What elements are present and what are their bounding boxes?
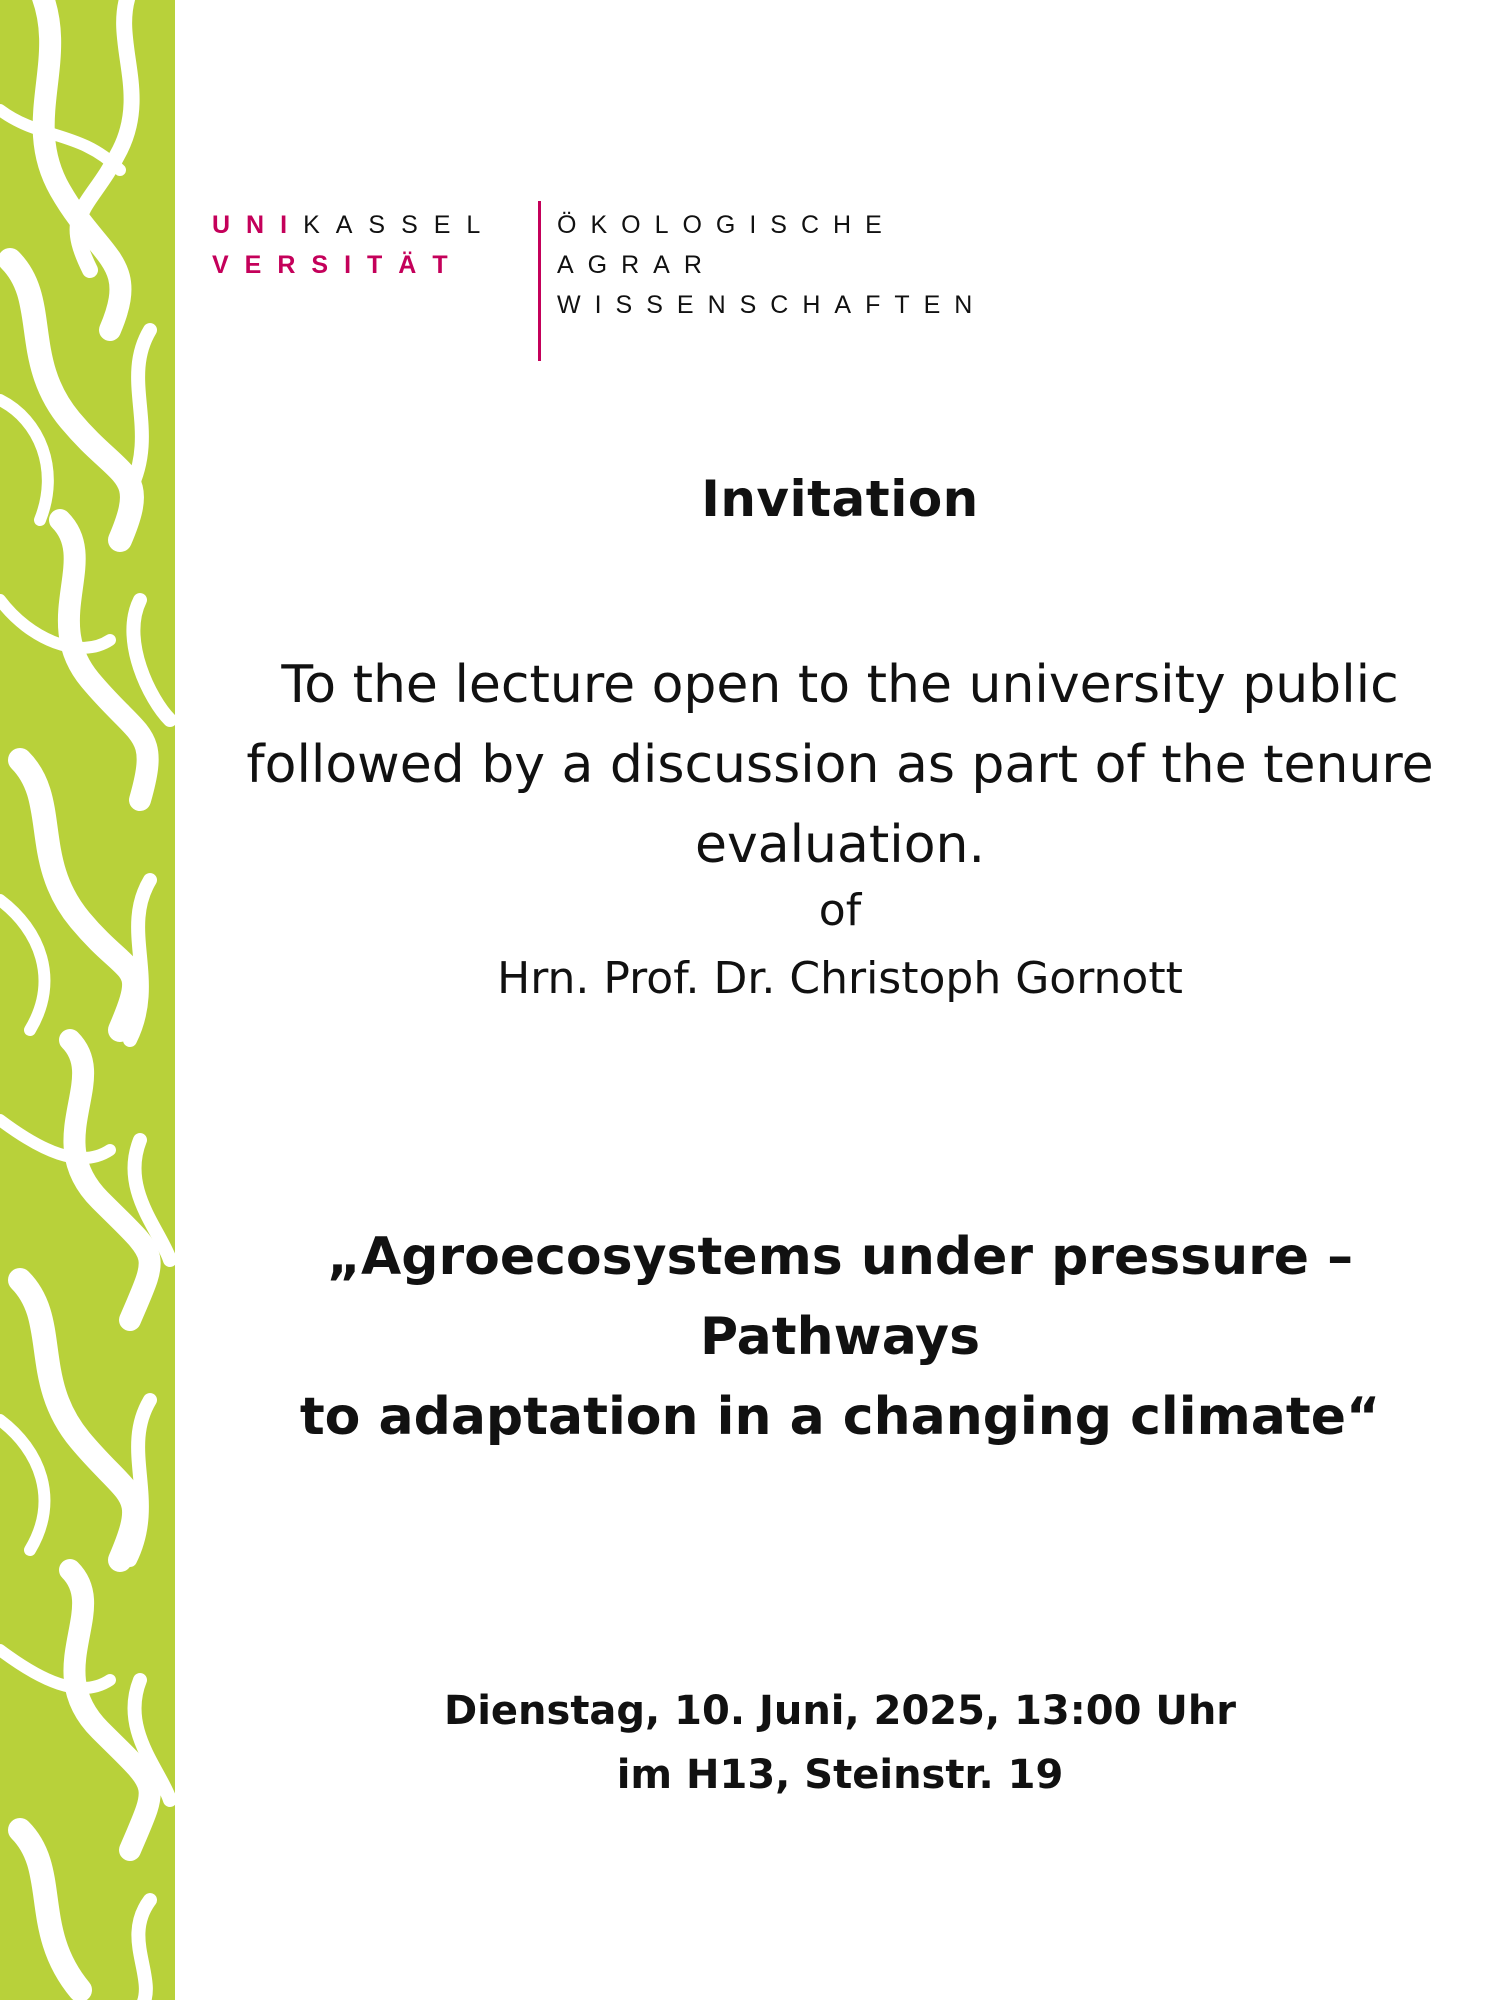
lecture-line-3: evaluation. [694, 815, 986, 875]
logo-versitaet: VERSITÄT [212, 250, 464, 279]
talk-title-line-2: to adaptation in a changing climate“ [299, 1387, 1381, 1447]
logo-uni: UNI [212, 210, 304, 239]
of-text: of [818, 885, 862, 936]
logo-row-1 [212, 205, 542, 245]
event-venue: im H13, Steinstr. 19 [616, 1752, 1064, 1798]
faculty-line-1: ÖKOLOGISCHE [557, 210, 896, 239]
lecture-description [200, 645, 1480, 885]
logo-kassel: KASSEL [303, 210, 497, 239]
talk-title [200, 1217, 1480, 1457]
event-date: Dienstag, 10. Juni, 2025, 13:00 Uhr [443, 1688, 1237, 1734]
faculty-line-2: AGRAR [557, 250, 716, 279]
speaker-name: Hrn. Prof. Dr. Christoph Gornott [497, 953, 1183, 1004]
lecture-line-1: To the lecture open to the university public [281, 655, 1399, 715]
lecture-line-2: followed by a discussion as part of the tenure [246, 735, 1434, 795]
faculty-wordmark [557, 205, 986, 325]
uni-kassel-wordmark [212, 205, 542, 285]
logo-row-2 [212, 245, 542, 285]
faculty-line-3: WISSENSCHAFTEN [557, 290, 987, 319]
talk-title-line-1: „Agroecosystems under pressure – Pathways [326, 1227, 1354, 1367]
logo-divider-line [538, 201, 541, 361]
invitation-title: Invitation [701, 470, 979, 528]
decorative-side-band [0, 0, 175, 2000]
university-logo [212, 205, 1032, 365]
branch-pattern-graphic [0, 0, 175, 2000]
